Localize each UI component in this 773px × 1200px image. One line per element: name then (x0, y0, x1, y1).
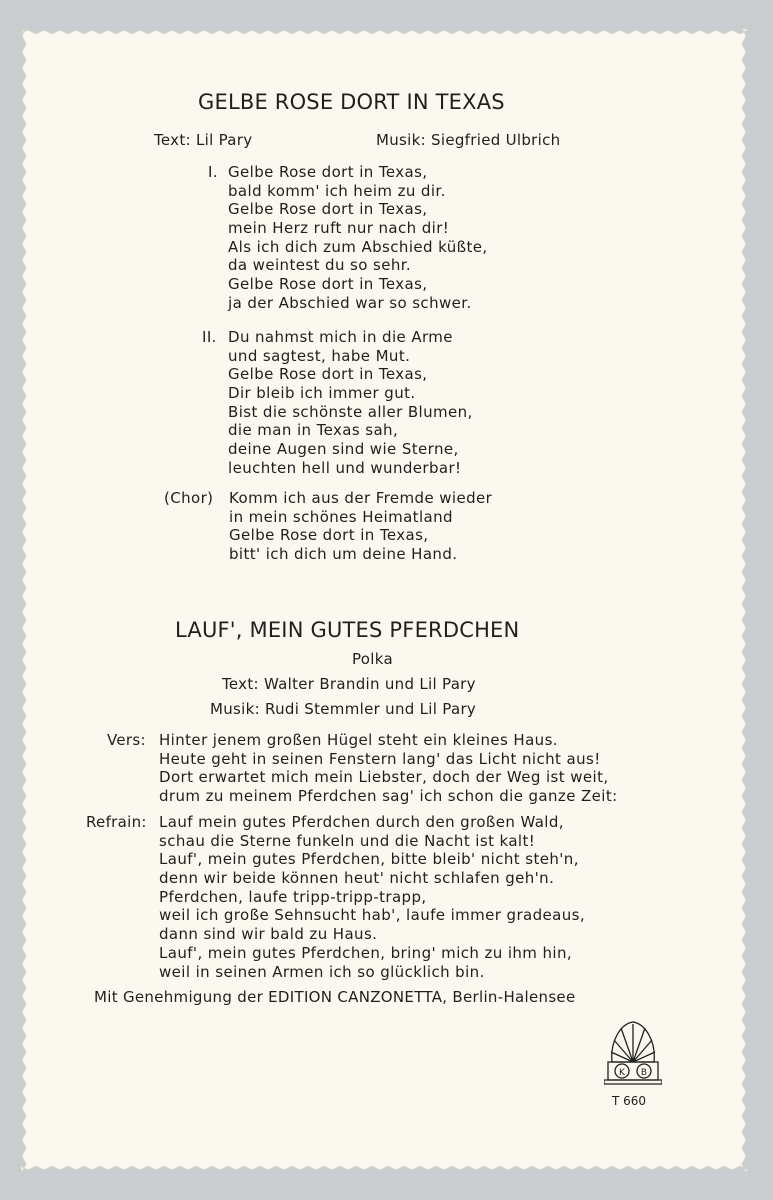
lyric-line: Hinter jenem großen Hügel steht ein kleines Haus. (159, 731, 558, 749)
song1-music-credit: Musik: Siegfried Ulbrich (376, 131, 561, 149)
lyric-line: Pferdchen, laufe tripp-tripp-trapp, (159, 887, 427, 906)
lyric-line: Dir bleib ich immer gut. (228, 384, 416, 403)
lyric-line: Als ich dich zum Abschied küßte, (228, 237, 488, 256)
song1-chorus-label: (Chor) (164, 489, 214, 507)
song1-text-credit: Text: Lil Pary (154, 131, 253, 149)
song2-refrain-label: Refrain: (86, 813, 147, 831)
lyric-line: weil ich große Sehnsucht hab', laufe immer gradeaus, (159, 906, 586, 925)
lyric-line: Lauf mein gutes Pferdchen durch den großen Wald, (159, 813, 564, 831)
lyric-line: schau die Sterne funkeln und die Nacht ist kalt! (159, 831, 536, 850)
lyric-line: da weintest du so sehr. (228, 256, 412, 275)
lyric-line: weil in seinen Armen ich so glücklich bin. (159, 962, 485, 981)
lyric-line: Gelbe Rose dort in Texas, (228, 200, 428, 219)
lyric-line: in mein schönes Heimatland (229, 507, 453, 526)
lyric-line: Bist die schönste aller Blumen, (228, 402, 473, 421)
postcard (20, 28, 748, 1172)
lyric-line: Gelbe Rose dort in Texas, (228, 275, 428, 294)
lyric-line: Dort erwartet mich mein Liebster, doch der Weg ist weit, (159, 768, 609, 787)
song1-verse2-label: II. (202, 328, 217, 346)
logo-letter-b: B (640, 1068, 648, 1078)
logo-letter-k: K (619, 1068, 625, 1078)
song2-genre: Polka (352, 650, 393, 668)
catalog-code: T 660 (612, 1094, 647, 1108)
lyric-line: mein Herz ruft nur nach dir! (228, 219, 450, 238)
lyric-line: Gelbe Rose dort in Texas, (228, 365, 428, 384)
song2-music-credit: Musik: Rudi Stemmler und Lil Pary (210, 700, 477, 718)
lyric-line: dann sind wir bald zu Haus. (159, 925, 378, 944)
lyric-line: leuchten hell und wunderbar! (228, 458, 462, 477)
lyric-line: Lauf', mein gutes Pferdchen, bring' mich zu ihm hin, (159, 943, 573, 962)
lyric-line: Gelbe Rose dort in Texas, (228, 163, 428, 181)
song1-verse2 (228, 328, 473, 478)
lyric-line: Lauf', mein gutes Pferdchen, bitte bleib' nicht steh'n, (159, 850, 579, 869)
lyric-line: drum zu meinem Pferdchen sag' ich schon die ganze Zeit: (159, 787, 618, 806)
lyric-line: Heute geht in seinen Fenstern lang' das Licht nicht aus! (159, 749, 601, 768)
permission-note: Mit Genehmigung der EDITION CANZONETTA, Berlin-Halensee (94, 988, 576, 1006)
song2-verse (159, 731, 618, 806)
lyric-line: bald komm' ich heim zu dir. (228, 181, 446, 200)
shell-monogram-icon (604, 1018, 662, 1088)
lyric-line: und sagtest, habe Mut. (228, 346, 411, 365)
song1-verse1 (228, 163, 488, 313)
lyric-line: ja der Abschied war so schwer. (228, 293, 472, 312)
lyric-line: Komm ich aus der Fremde wieder (229, 489, 493, 507)
lyric-line: deine Augen sind wie Sterne, (228, 440, 459, 459)
song1-verse1-label: I. (208, 163, 218, 181)
lyric-line: die man in Texas sah, (228, 421, 399, 440)
lyric-line: denn wir beide können heut' nicht schlafen geh'n. (159, 869, 555, 888)
song2-text-credit: Text: Walter Brandin und Lil Pary (222, 675, 476, 693)
song1-chorus (229, 489, 492, 564)
song2-title: LAUF', MEIN GUTES PFERDCHEN (175, 618, 520, 642)
song2-verse-label: Vers: (107, 731, 146, 749)
lyric-line: bitt' ich dich um deine Hand. (229, 545, 458, 564)
song1-title: GELBE ROSE DORT IN TEXAS (198, 90, 505, 114)
song2-refrain (159, 813, 585, 981)
lyric-line: Gelbe Rose dort in Texas, (229, 526, 429, 545)
lyric-line: Du nahmst mich in die Arme (228, 328, 453, 346)
